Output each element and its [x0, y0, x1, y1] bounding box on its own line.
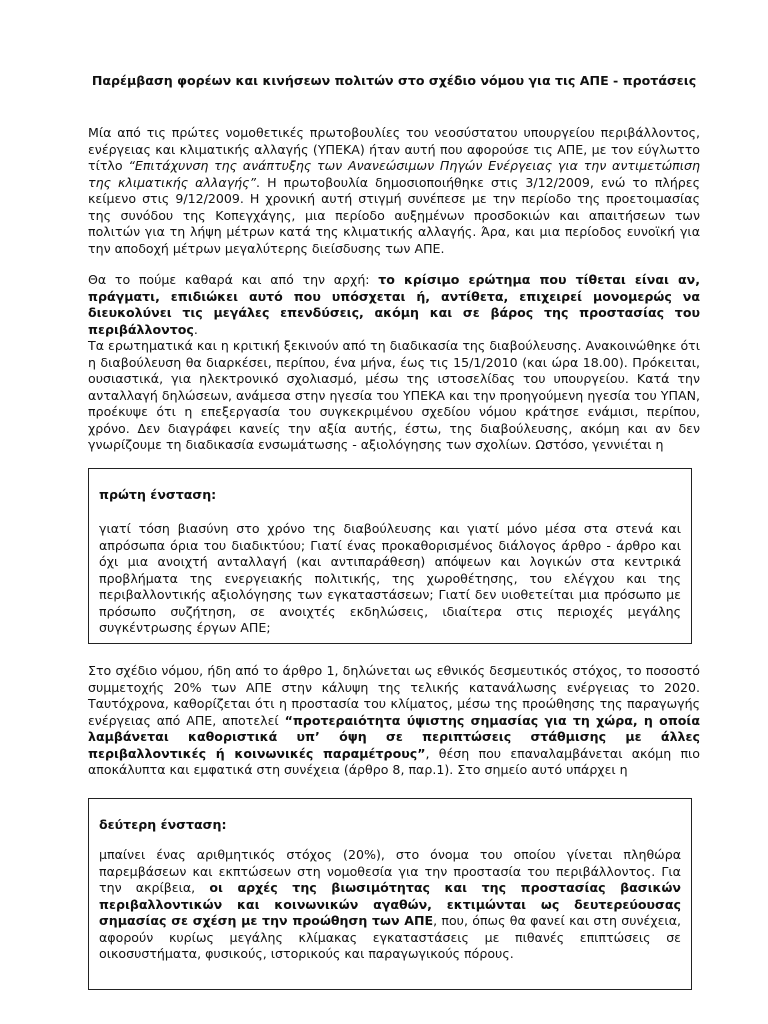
paragraph-key-question-lead: Θα το πούμε καθαρά και από την αρχή:: [88, 272, 379, 287]
paragraph-intro-text-a: Μία από τις πρώτες νομοθετικές πρωτοβουλίες του νεοσύστατου υπουργείου περιβάλλοντος, ενέργειας και κλιματικής αλλαγής (ΥΠΕΚΑ) ήταν αυτή που αφορούσε τις ΑΠΕ, με τον εύγλωττο τίτλο: [88, 125, 700, 173]
objection-box-first: [88, 468, 692, 644]
paragraph-consultation: Τα ερωτηματικά και η κριτική ξεκινούν από τη διαδικασία της διαβούλευσης. Ανακοινώθηκε ότι η διαβούλευση θα διαρκέσει, περίπου, ένα μήνα, έως τις 15/1/2010 (και ώρα 18.00). Πρόκειται, ουσιαστικά, για ηλεκτρονικό σχολιασμό, μέσω της ιστοσελίδας του υπουργείου. Κατά την ανταλλαγή δηλώσεων, ανάμεσα στην ηγεσία του ΥΠΕΚΑ και την προηγούμενη ηγεσία του ΥΠΑΝ, προέκυψε ότι η επεξεργασία του συγκεκριμένου σχεδίου νόμου κράτησε ενάμισι, περίπου, χρόνο. Δεν διαγράφει κανείς την αξία αυτής, έστω, της διαβούλευσης, ακόμη και αν δεν γνωρίζουμε τη διαδικασία ενσωμάτωσης - αξιολόγησης των σχολίων. Ωστόσο, γεννιέται η: [88, 338, 700, 452]
objection-body-first: γιατί τόση βιασύνη στο χρόνο της διαβούλευσης και γιατί μόνο μέσα στα στενά και απρόσωπα όρια του διαδικτύου; Γιατί ένας προκαθορισμένος διάλογος άρθρο - άρθρο και όχι μια ανοιχτή ανταλλαγή (και αντιπαράθεση) απόψεων και λογικών στα κεντρικά προβλήματα της ενεργειακής πολιτικής, της χωροθέτησης, του ελέγχου και της περιβαλλοντικής αξιολόγησης των εγκαταστάσεων; Γιατί δεν υιοθετείται μια πρόσωπο με πρόσωπο συζήτηση, σε ανοιχτές εκδηλώσεις, ιδιαίτερα στις περιοχές μεγάλης συγκέντρωσης έργων ΑΠΕ;: [99, 521, 681, 635]
paragraph-key-question-bold: το κρίσιμο ερώτημα που τίθεται είναι αν, πράγματι, επιδιώκει αυτό που υπόσχεται ή, αντίθετα, επιχειρεί μονομερώς να διευκολύνει τις μεγάλες επενδύσεις, ακόμη και σε βάρος της προστασίας του περιβάλλοντος: [88, 272, 700, 337]
paragraph-key-question-end: .: [193, 321, 198, 337]
paragraph-intro-text-b: . Η πρωτοβουλία δημοσιοποιήθηκε στις 3/12/2009, ενώ το πλήρες κείμενο στις 9/12/2009. Η χρονική αυτή στιγμή συνέπεσε με την περίοδο της προετοιμασίας της συνόδου της Κοπεγχάγης, μια περίοδο αυξημένων προσδοκιών και απαιτήσεων των πολιτών για τη λήψη μέτρων κατά της κλιματικής αλλαγής. Άρα, και μια περίοδος ευνοϊκή για την αποδοχή μέτρων μεγαλύτερης διείσδυσης των ΑΠΕ.: [88, 174, 700, 256]
paragraph-intro: [88, 125, 700, 257]
objection-box-second: [88, 798, 692, 990]
objection-body-second-bold: οι αρχές της βιωσιμότητας και της προστασίας βασικών περιβαλλοντικών και κοινωνικών αγαθών, εκτιμώνται ως δευτερεύουσας σημασίας σε σχέση με την προώθηση των ΑΠΕ: [99, 880, 681, 928]
objection-body-second-lead: μπαίνει ένας αριθμητικός στόχος (20%), στο όνομα του οποίου γίνεται πληθώρα παρεμβάσεων και εκπτώσεων στη νομοθεσία για την προστασία του περιβάλλοντος. Για την ακρίβεια,: [99, 847, 681, 895]
document-title: Παρέμβαση φορέων και κινήσεων πολιτών στο σχέδιο νόμου για τις ΑΠΕ - προτάσεις: [91, 73, 697, 88]
objection-body-second-end: , που, όπως θα φανεί και στη συνέχεια, αφορούν κυρίως μεγάλης κλίμακας εγκαταστάσεις με πιθανές επιπτώσεις σε οικοσυστήματα, φυσικούς, ιστορικούς και παραγωγικούς πόρους.: [99, 913, 681, 961]
paragraph-target: [88, 663, 700, 779]
paragraph-target-end: , θέση που επαναλαμβάνεται ακόμη πιο αποκάλυπτα και εμφατικά στη συνέχεια (άρθρο 8, παρ.1). Στο σημείο αυτό υπάρχει η: [88, 745, 700, 777]
objection-body-second: [99, 847, 681, 963]
paragraph-key-question: [88, 272, 700, 338]
objection-heading-second: δεύτερη ένσταση:: [99, 817, 227, 832]
objection-heading-first: πρώτη ένσταση:: [99, 487, 217, 502]
paragraph-target-lead: Στο σχέδιο νόμου, ήδη από το άρθρο 1, δηλώνεται ως εθνικός δεσμευτικός στόχος, το ποσοστό συμμετοχής 20% των ΑΠΕ στην κάλυψη της τελικής κατανάλωσης ενέργειας το 2020. Ταυτόχρονα, καθορίζεται ότι η προστασία του κλίματος, μέσω της προώθησης της παραγωγής ενέργειας από ΑΠΕ, αποτελεί: [88, 663, 700, 728]
paragraph-intro-quoted-title: “Επιτάχυνση της ανάπτυξης των Ανανεώσιμων Πηγών Ενέργειας για την αντιμετώπιση της κλιματικής αλλαγής”: [88, 158, 700, 190]
paragraph-target-bold-quote: “προτεραιότητα ύψιστης σημασίας για τη χώρα, η οποία λαμβάνεται καθοριστικά υπ’ όψη σε περιπτώσεις στάθμισης με άλλες περιβαλλοντικές ή κοινωνικές παραμέτρους”: [88, 712, 700, 761]
